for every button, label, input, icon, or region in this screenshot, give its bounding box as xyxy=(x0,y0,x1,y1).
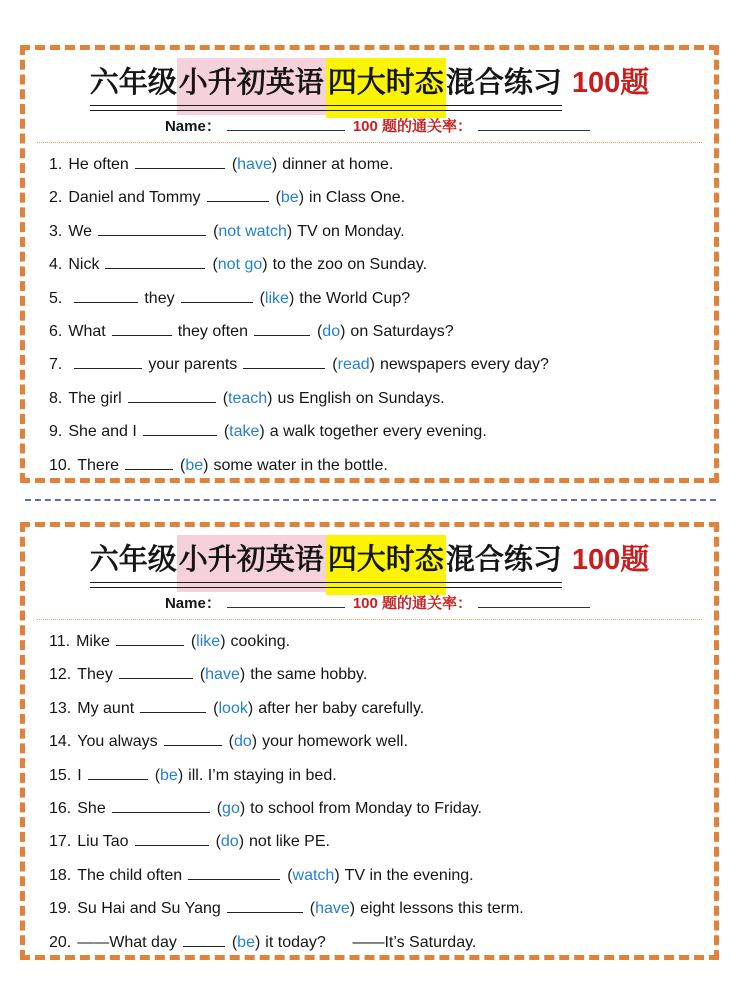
verb-hint: (take) xyxy=(223,423,265,441)
verb-hint: (have) xyxy=(199,666,246,684)
answer-blank[interactable] xyxy=(128,388,216,403)
name-row xyxy=(25,592,714,613)
answer-blank[interactable] xyxy=(74,354,142,369)
verb-hint-word: not watch xyxy=(218,222,287,240)
verb-hint: (watch) xyxy=(287,866,340,884)
blue-dashed-divider xyxy=(25,499,716,501)
question-text: ill. I’m staying in bed. xyxy=(188,766,337,784)
question-text: us English on Sundays. xyxy=(277,389,445,407)
answer-blank[interactable] xyxy=(88,765,148,780)
question-text: They xyxy=(77,666,113,684)
answer-blank[interactable] xyxy=(125,455,173,470)
question-row xyxy=(49,625,714,658)
verb-hint: (not watch) xyxy=(213,222,293,240)
question-row xyxy=(49,859,714,892)
answer-blank[interactable] xyxy=(188,865,280,880)
verb-hint: (read) xyxy=(332,356,375,374)
verb-hint-word: like xyxy=(196,633,221,650)
title-part-yellow-highlight: 四大时态 xyxy=(326,535,446,595)
question-text: not like PE. xyxy=(249,833,330,851)
verb-hint: (be) xyxy=(154,766,184,784)
verb-hint-word: do xyxy=(233,733,252,751)
verb-hint: (do) xyxy=(215,833,245,851)
verb-hint: (like) xyxy=(259,289,295,307)
answer-blank[interactable] xyxy=(116,631,184,646)
verb-hint-word: be xyxy=(280,189,299,207)
question-number: 5. xyxy=(49,289,63,307)
question-number: 19. xyxy=(49,900,72,918)
worksheet-card-top xyxy=(20,45,719,483)
pass-rate-blank[interactable] xyxy=(478,117,590,131)
title-underlined-text xyxy=(90,62,562,111)
name-label: Name： xyxy=(164,595,221,612)
question-row xyxy=(49,658,714,691)
title-part: 六年级 xyxy=(89,544,177,576)
question-row xyxy=(49,382,714,415)
answer-blank[interactable] xyxy=(254,321,310,336)
title-underlined-text xyxy=(90,539,562,588)
question-text: We xyxy=(68,222,93,240)
verb-hint: (go) xyxy=(216,799,246,817)
question-text: the World Cup? xyxy=(299,289,411,307)
verb-hint: (have) xyxy=(231,156,278,173)
question-text: Nick xyxy=(68,256,100,274)
question-text: TV on Monday. xyxy=(297,222,405,240)
question-row xyxy=(49,692,714,725)
question-number: 4. xyxy=(49,256,63,274)
worksheet-card-bottom xyxy=(20,522,719,960)
question-text: the same hobby. xyxy=(250,666,368,684)
verb-hint: (do) xyxy=(316,322,346,340)
title-double-underline xyxy=(90,105,562,111)
question-text: newspapers every day? xyxy=(379,356,549,374)
question-row xyxy=(49,926,714,959)
verb-hint-word: be xyxy=(237,933,255,951)
question-row xyxy=(49,892,714,925)
question-row xyxy=(49,248,714,281)
verb-hint-word: teach xyxy=(228,389,268,407)
question-text: The child often xyxy=(77,866,183,884)
question-text: your parents xyxy=(148,356,238,374)
question-text: Liu Tao xyxy=(77,833,129,851)
question-number: 9. xyxy=(49,423,63,441)
question-text: TV in the evening. xyxy=(344,866,474,884)
question-row xyxy=(49,449,714,482)
question-number: 11. xyxy=(49,633,71,650)
title-part: 六年级 xyxy=(89,67,177,99)
question-number: 6. xyxy=(49,322,63,340)
answer-blank[interactable] xyxy=(119,664,193,679)
question-text: they often xyxy=(177,322,248,340)
question-number: 20. xyxy=(49,933,72,951)
question-text: cooking. xyxy=(230,633,291,650)
title-part: 混合练习 xyxy=(445,67,562,99)
question-number: 13. xyxy=(49,699,72,717)
pass-rate-label: 100 题的通关率： xyxy=(352,595,473,612)
question-text: on Saturdays? xyxy=(350,322,454,340)
question-row xyxy=(49,415,714,448)
title-question-count: 100题 xyxy=(571,544,650,576)
question-row xyxy=(49,725,714,758)
question-text: eight lessons this term. xyxy=(360,900,524,918)
answer-blank[interactable] xyxy=(112,798,210,813)
answer-blank[interactable] xyxy=(227,898,303,913)
page-title xyxy=(25,62,714,111)
question-text: She xyxy=(77,799,106,817)
question-number: 7. xyxy=(49,356,63,374)
verb-hint: (look) xyxy=(213,699,254,717)
question-row xyxy=(49,792,714,825)
question-row xyxy=(49,348,714,381)
title-part-pink-highlight: 小升初英语 xyxy=(177,535,326,592)
question-number: 12. xyxy=(49,666,72,684)
answer-blank[interactable] xyxy=(207,187,269,202)
title-double-underline xyxy=(90,582,562,588)
question-text: You always xyxy=(77,733,158,751)
question-number: 18. xyxy=(49,866,72,884)
verb-hint: (be) xyxy=(231,933,261,951)
question-list xyxy=(25,143,714,482)
question-row xyxy=(49,181,714,214)
verb-hint: (be) xyxy=(180,456,209,474)
pass-rate-label: 100 题的通关率： xyxy=(352,118,473,135)
verb-hint: (not go) xyxy=(212,256,268,274)
question-text: Su Hai and Su Yang xyxy=(77,900,221,918)
question-number: 1. xyxy=(49,156,63,173)
verb-hint-word: watch xyxy=(292,866,335,884)
question-text: My aunt xyxy=(77,699,135,717)
verb-hint-word: not go xyxy=(217,256,263,274)
verb-hint: (be) xyxy=(275,189,305,207)
question-number: 15. xyxy=(49,766,72,784)
question-text: The girl xyxy=(68,389,122,407)
verb-hint-word: go xyxy=(222,799,240,817)
question-text: I xyxy=(77,766,82,784)
question-row xyxy=(49,148,714,181)
verb-hint-word: be xyxy=(160,766,178,784)
answer-blank[interactable] xyxy=(140,698,206,713)
question-number: 16. xyxy=(49,799,72,817)
question-number: 2. xyxy=(49,189,63,207)
question-list xyxy=(25,620,714,959)
question-number: 14. xyxy=(49,733,72,751)
question-text: to the zoo on Sunday. xyxy=(272,256,428,274)
verb-hint: (like) xyxy=(190,633,226,650)
verb-hint-word: be xyxy=(185,456,204,474)
answer-blank[interactable] xyxy=(112,321,172,336)
question-row xyxy=(49,825,714,858)
question-text: Daniel and Tommy xyxy=(68,189,201,207)
question-text: some water in the bottle. xyxy=(213,456,388,474)
answer-blank[interactable] xyxy=(243,354,325,369)
verb-hint-word: like xyxy=(264,289,289,307)
question-text: ——It’s Saturday. xyxy=(325,933,477,951)
verb-hint-word: have xyxy=(205,666,240,684)
verb-hint-word: read xyxy=(337,356,370,374)
question-text: after her baby carefully. xyxy=(258,699,425,717)
verb-hint: (teach) xyxy=(222,389,273,407)
question-number: 8. xyxy=(49,389,63,407)
question-text: to school from Monday to Friday. xyxy=(250,799,482,817)
question-row xyxy=(49,759,714,792)
answer-blank[interactable] xyxy=(181,288,253,303)
question-text: She and I xyxy=(68,423,137,441)
answer-blank[interactable] xyxy=(143,421,217,436)
title-part-yellow-highlight: 四大时态 xyxy=(326,58,446,118)
answer-blank[interactable] xyxy=(135,154,225,169)
question-row xyxy=(49,315,714,348)
question-number: 3. xyxy=(49,222,63,240)
answer-blank[interactable] xyxy=(135,831,209,846)
question-number: 10. xyxy=(49,456,72,474)
name-label: Name： xyxy=(164,118,221,135)
title-part: 混合练习 xyxy=(445,544,562,576)
question-text: There xyxy=(77,456,120,474)
name-blank[interactable] xyxy=(227,117,345,131)
verb-hint-word: take xyxy=(229,423,260,441)
verb-hint: (do) xyxy=(228,733,258,751)
question-row xyxy=(49,215,714,248)
question-text: your homework well. xyxy=(262,733,408,751)
question-text: He often xyxy=(68,156,129,173)
answer-blank[interactable] xyxy=(74,288,138,303)
pass-rate-blank[interactable] xyxy=(478,594,590,608)
page-title xyxy=(25,539,714,588)
answer-blank[interactable] xyxy=(164,731,222,746)
verb-hint-word: have xyxy=(237,156,272,173)
verb-hint-word: have xyxy=(315,900,350,918)
question-text: ——What day xyxy=(77,933,177,951)
title-part-pink-highlight: 小升初英语 xyxy=(177,58,326,115)
verb-hint-word: do xyxy=(322,322,341,340)
name-blank[interactable] xyxy=(227,594,345,608)
title-question-count: 100题 xyxy=(571,67,650,99)
question-text: in Class One. xyxy=(309,189,406,207)
card-header xyxy=(25,527,714,620)
question-text: Mike xyxy=(76,633,110,650)
question-text: it today? xyxy=(265,933,326,951)
question-text: dinner at home. xyxy=(282,156,394,173)
card-header xyxy=(25,50,714,143)
verb-hint: (have) xyxy=(309,900,356,918)
verb-hint-word: look xyxy=(218,699,248,717)
question-text: What xyxy=(68,322,106,340)
verb-hint-word: do xyxy=(220,833,239,851)
answer-blank[interactable] xyxy=(98,221,206,236)
question-number: 17. xyxy=(49,833,72,851)
answer-blank[interactable] xyxy=(183,932,225,947)
question-text: a walk together every evening. xyxy=(269,423,487,441)
question-text: they xyxy=(144,289,175,307)
answer-blank[interactable] xyxy=(105,254,205,269)
name-row xyxy=(25,115,714,136)
question-row xyxy=(49,282,714,315)
